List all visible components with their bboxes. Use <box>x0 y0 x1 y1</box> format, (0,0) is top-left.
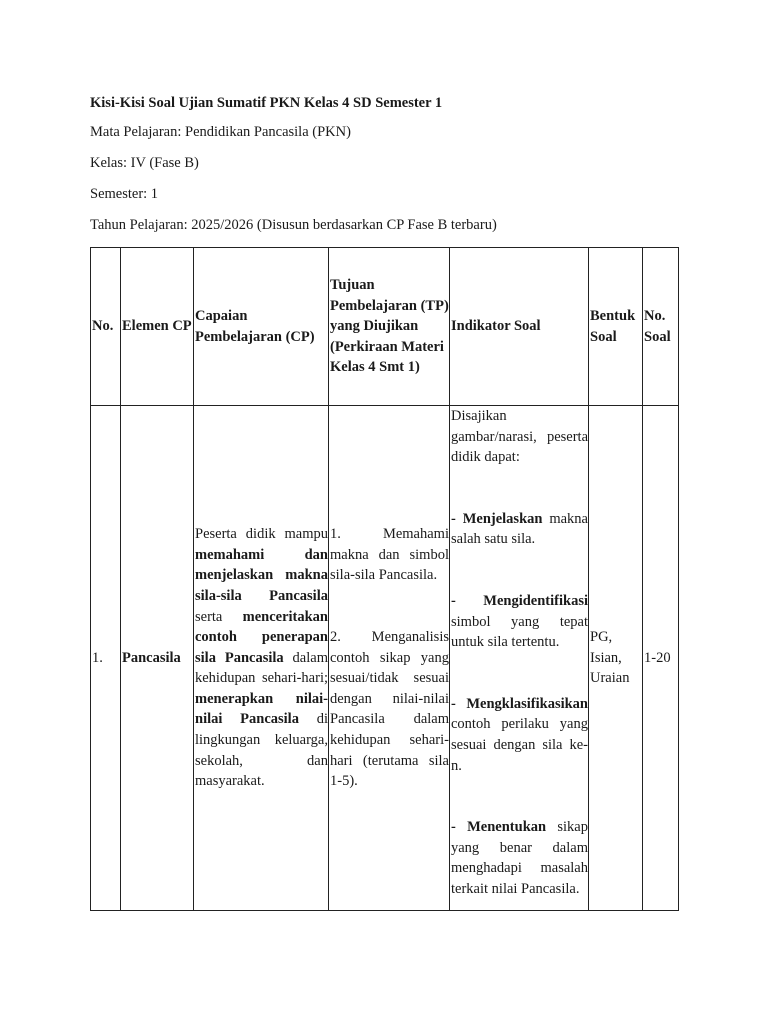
cell-indikator <box>450 406 589 911</box>
header-no: No. <box>91 248 121 406</box>
tp-item-2: 2. Menganalisis contoh sikap yang sesuai/tidak sesuai dengan nilai-nilai Pancasila dalam kehidupan sehari-hari (terutama sila 1-5). <box>330 629 449 790</box>
indikator-spacer-4 <box>451 776 588 817</box>
cp-bold-2: menceritakan contoh penerapan sila Pancasila <box>195 608 328 666</box>
indikator-intro: Disajikan gambar/narasi, peserta didik dapat: <box>451 408 588 466</box>
cp-bold-1: memahami dan menjelaskan makna sila-sila Pancasila <box>195 546 328 604</box>
kisi-kisi-table <box>90 247 679 911</box>
indikator-4-text: sikap yang benar dalam menghadapi masalah terkait nilai Pancasila. <box>451 819 588 897</box>
cp-bold-3: menerapkan nilai-nilai Pancasila <box>195 690 328 728</box>
cell-nomor: 1-20 <box>643 406 679 911</box>
indikator-4-verb: - Menentukan <box>451 819 547 836</box>
grade-line: Kelas: IV (Fase B) <box>90 155 199 171</box>
cell-elemen: Pancasila <box>121 406 194 911</box>
header-indikator: Indikator Soal <box>450 248 589 406</box>
indikator-item-3 <box>451 694 588 776</box>
header-row <box>91 248 679 406</box>
indikator-item-4 <box>451 817 588 899</box>
document-title: Kisi-Kisi Soal Ujian Sumatif PKN Kelas 4 SD Semester 1 <box>90 95 443 111</box>
indikator-spacer-2 <box>451 550 588 591</box>
header-tujuan: Tujuan Pembelajaran (TP) yang Diujikan (Perkiraan Materi Kelas 4 Smt 1) <box>329 248 450 406</box>
header-capaian: Capaian Pembelajaran (CP) <box>194 248 329 406</box>
header-nomor: No. Soal <box>643 248 679 406</box>
indikator-1-verb: - Menjelaskan <box>451 510 543 527</box>
year-line: Tahun Pelajaran: 2025/2026 (Disusun berdasarkan CP Fase B terbaru) <box>90 217 497 233</box>
cell-bentuk: PG, Isian, Uraian <box>589 406 643 911</box>
cp-text-4: di lingkungan keluarga, sekolah, dan masyarakat. <box>195 711 328 790</box>
header-bentuk: Bentuk Soal <box>589 248 643 406</box>
cell-tujuan <box>329 406 450 911</box>
tp-item-1: 1. Memahami makna dan simbol sila-sila Pancasila. <box>330 526 449 584</box>
indikator-item-1 <box>451 509 588 550</box>
indikator-spacer-3 <box>451 653 588 694</box>
header-elemen: Elemen CP <box>121 248 194 406</box>
indikator-3-text: contoh perilaku yang sesuai dengan sila ke-n. <box>451 716 588 774</box>
tp-spacer <box>330 586 449 627</box>
indikator-2-text: simbol yang tepat untuk sila tertentu. <box>451 613 588 651</box>
indikator-1-text: makna salah satu sila. <box>451 510 588 548</box>
cell-capaian <box>194 406 329 911</box>
subject-line: Mata Pelajaran: Pendidikan Pancasila (PKN) <box>90 124 351 140</box>
cell-no: 1. <box>91 406 121 911</box>
cp-text-2: serta <box>195 608 243 625</box>
cp-text-1: Peserta didik mampu <box>195 526 328 543</box>
indikator-2-verb: - Mengidentifikasi <box>451 592 588 609</box>
indikator-spacer-1 <box>451 468 588 509</box>
indikator-item-2 <box>451 591 588 653</box>
semester-line: Semester: 1 <box>90 186 159 202</box>
table-row <box>91 406 679 911</box>
indikator-3-verb: - Mengklasifikasikan <box>451 695 588 712</box>
cp-text-3: dalam kehidupan sehari-hari; <box>195 649 328 687</box>
